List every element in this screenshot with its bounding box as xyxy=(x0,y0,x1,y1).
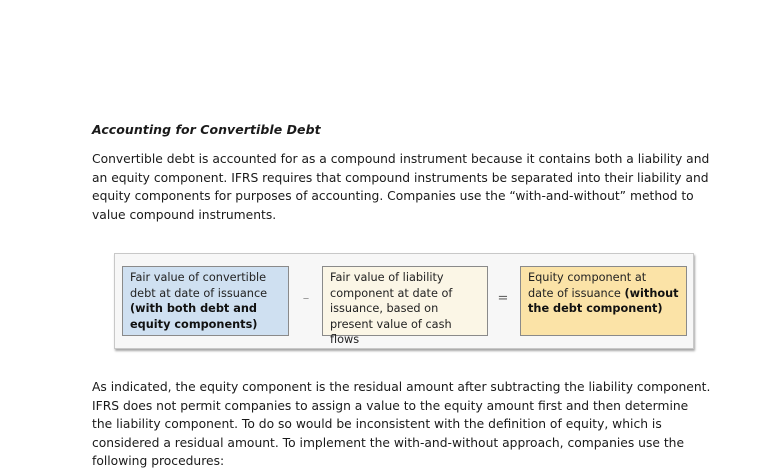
equity-box-line-2 xyxy=(528,286,679,302)
liability-box-line-4: present value of cash flows xyxy=(330,317,452,346)
equals-operator: = xyxy=(497,291,509,306)
debt-box-line-2: debt at date of issuance xyxy=(130,286,268,300)
convertible-debt-box xyxy=(122,266,289,336)
liability-box-line-1: Fair value of liability xyxy=(330,271,444,284)
liability-box-line-3: issuance, based on xyxy=(330,302,439,315)
equity-component-box xyxy=(520,266,687,336)
liability-component-box xyxy=(322,266,488,346)
followup-paragraph: As indicated, the equity component is the residual amount after subtracting the liability component. IFRS does not permit companies to assign a value to the equity amount first and then determine the liability component. To do so would be inconsistent with the definition of equity, which is considered a residual amount. To implement the with-and-without approach, companies use the following procedures: xyxy=(92,380,711,468)
equity-box-line-2-text: date of issuance xyxy=(528,286,621,300)
debt-box-bold-line-1: (with both debt and xyxy=(130,302,257,315)
equity-box-bold-inline: (without xyxy=(624,286,679,300)
intro-paragraph: Convertible debt is accounted for as a compound instrument because it contains both a liability and an equity component. IFRS requires that compound instruments be separated into their liability and equity components for purposes of accounting. Companies use the “with-and-without” method to value compound instruments. xyxy=(92,152,710,222)
equity-box-line-1: Equity component at xyxy=(528,271,647,284)
debt-box-bold-line-2: equity components) xyxy=(130,317,258,331)
section-heading: Accounting for Convertible Debt xyxy=(92,122,321,137)
debt-box-line-1: Fair value of convertible xyxy=(130,271,267,284)
equity-box-bold-line: the debt component) xyxy=(528,302,663,315)
valuation-diagram xyxy=(114,253,694,349)
liability-box-line-2: component at date of xyxy=(330,286,453,300)
minus-operator: – xyxy=(302,291,310,306)
